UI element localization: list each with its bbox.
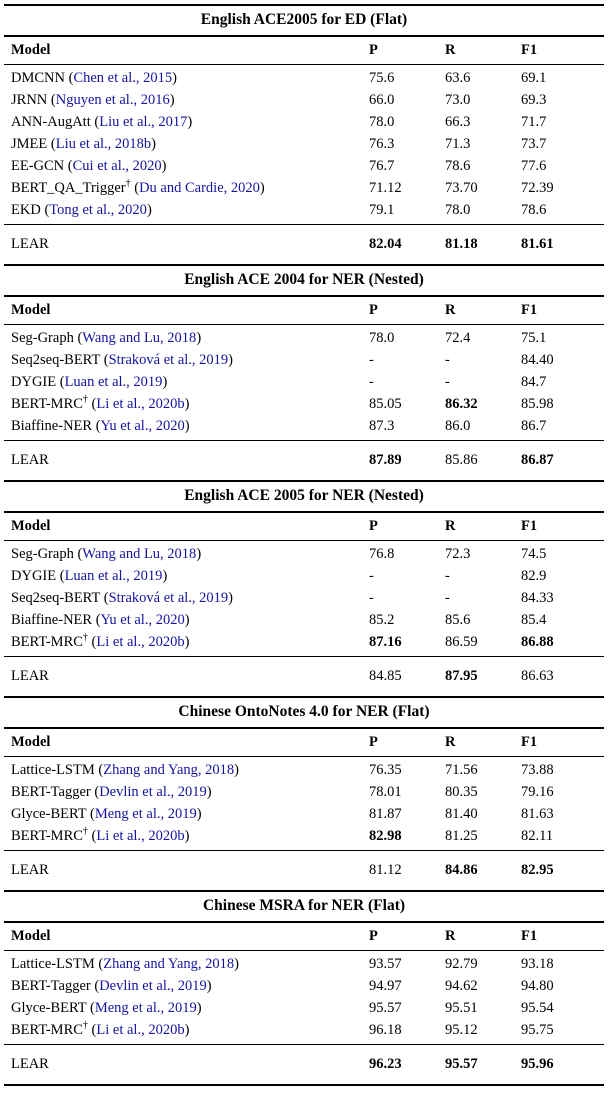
- table-row: [4, 825, 604, 847]
- column-header-f1: F1: [521, 734, 538, 750]
- metric-p: 87.3: [369, 418, 395, 434]
- metric-f1: 77.6: [521, 158, 547, 174]
- model-label: LEAR: [11, 236, 49, 252]
- table-title: Chinese OntoNotes 4.0 for NER (Flat): [178, 703, 430, 720]
- table-row: [4, 111, 604, 133]
- lear-row: [4, 859, 604, 881]
- table-row: [4, 177, 604, 199]
- table-body: [4, 65, 604, 224]
- metric-f1: 72.39: [521, 180, 554, 196]
- metric-f1: 81.63: [521, 806, 554, 822]
- citation-link[interactable]: Tong et al., 2020: [49, 202, 147, 218]
- model-name: [11, 665, 369, 687]
- metric-f1: 95.75: [521, 1022, 554, 1038]
- metric-p: 82.04: [369, 236, 402, 252]
- metric-f1: 94.80: [521, 978, 554, 994]
- model-name: Biaffine-NER (Yu et al., 2020): [11, 612, 190, 628]
- metric-f1: 95.96: [521, 1056, 554, 1072]
- column-header-p: P: [369, 302, 378, 318]
- lear-row: [4, 665, 604, 687]
- lear-section: [4, 441, 604, 480]
- citation-link[interactable]: Wang and Lu, 2018: [82, 546, 197, 562]
- model-label: LEAR: [11, 1056, 49, 1072]
- column-header-p: P: [369, 734, 378, 750]
- citation-link[interactable]: Nguyen et al., 2016: [55, 92, 170, 108]
- metric-r: 81.40: [445, 806, 478, 822]
- metric-p: -: [369, 590, 374, 606]
- model-label: LEAR: [11, 862, 49, 878]
- model-label: LEAR: [11, 452, 49, 468]
- metric-p: 85.2: [369, 612, 395, 628]
- model-name: [11, 1053, 369, 1075]
- citation-link[interactable]: Devlin et al., 2019: [99, 978, 207, 994]
- column-header-model: Model: [11, 928, 51, 944]
- metric-f1: 73.7: [521, 136, 547, 152]
- column-header-f1: F1: [521, 928, 538, 944]
- metric-r: 86.32: [445, 396, 478, 412]
- citation-link[interactable]: Wang and Lu, 2018: [82, 330, 197, 346]
- model-label: DMCNN: [11, 70, 65, 86]
- table-row: [4, 89, 604, 111]
- table-row: [4, 543, 604, 565]
- metric-f1: 71.7: [521, 114, 547, 130]
- table-row: [4, 371, 604, 393]
- model-name: ANN-AugAtt (Liu et al., 2017): [11, 114, 193, 130]
- model-name: BERT-MRC† (Li et al., 2020b): [11, 1020, 190, 1038]
- lear-section: [4, 225, 604, 264]
- metric-f1: 73.88: [521, 762, 554, 778]
- metric-r: 66.3: [445, 114, 471, 130]
- model-label: DYGIE: [11, 568, 57, 584]
- dagger-mark: †: [82, 826, 88, 838]
- citation-link[interactable]: Cui et al., 2020: [72, 158, 162, 174]
- lear-row: [4, 449, 604, 471]
- citation-link[interactable]: Devlin et al., 2019: [99, 784, 207, 800]
- metric-f1: 95.54: [521, 1000, 554, 1016]
- table-row: [4, 803, 604, 825]
- model-label: Seq2seq-BERT: [11, 352, 101, 368]
- model-name: Glyce-BERT (Meng et al., 2019): [11, 1000, 202, 1016]
- lear-row: [4, 233, 604, 255]
- model-name: Seq2seq-BERT (Straková et al., 2019): [11, 590, 234, 606]
- results-table-ace2005-ed: [4, 4, 604, 264]
- metric-r: 63.6: [445, 70, 471, 86]
- metric-f1: 82.11: [521, 828, 554, 844]
- model-name: Biaffine-NER (Yu et al., 2020): [11, 418, 190, 434]
- table-title: English ACE 2004 for NER (Nested): [184, 271, 424, 288]
- model-name: DMCNN (Chen et al., 2015): [11, 70, 177, 86]
- lear-section: [4, 851, 604, 890]
- table-row: [4, 781, 604, 803]
- metric-r: 81.18: [445, 236, 478, 252]
- metric-p: 87.16: [369, 634, 402, 650]
- model-name: [11, 859, 369, 881]
- model-label: Biaffine-NER: [11, 418, 93, 434]
- metric-r: 87.95: [445, 668, 478, 684]
- bottom-rule: [4, 1084, 604, 1086]
- table-body: [4, 757, 604, 850]
- table-header-row: [4, 923, 604, 950]
- model-label: Seg-Graph: [11, 546, 74, 562]
- column-header-p: P: [369, 928, 378, 944]
- metric-f1: 86.63: [521, 668, 554, 684]
- column-header-model: Model: [11, 302, 51, 318]
- model-label: BERT-Tagger: [11, 978, 91, 994]
- metric-r: 72.3: [445, 546, 471, 562]
- table-row: [4, 349, 604, 371]
- citation-link[interactable]: Straková et al., 2019: [108, 590, 229, 606]
- table-row: [4, 1019, 604, 1041]
- metric-f1: 74.5: [521, 546, 547, 562]
- citation-link[interactable]: Li et al., 2020b: [96, 1022, 185, 1038]
- table-row: [4, 393, 604, 415]
- table-row: [4, 327, 604, 349]
- metric-p: 76.7: [369, 158, 395, 174]
- column-header-p: P: [369, 518, 378, 534]
- column-header-f1: F1: [521, 518, 538, 534]
- metric-p: 75.6: [369, 70, 395, 86]
- metric-r: 95.12: [445, 1022, 478, 1038]
- model-name: BERT-Tagger (Devlin et al., 2019): [11, 978, 212, 994]
- results-table-ace2005-ner: [4, 480, 604, 696]
- dagger-mark: †: [125, 178, 131, 190]
- table-row: [4, 415, 604, 437]
- metric-r: 84.86: [445, 862, 478, 878]
- metric-p: 78.0: [369, 114, 395, 130]
- column-header-f1: F1: [521, 302, 538, 318]
- model-name: [11, 233, 369, 255]
- citation-link[interactable]: Chen et al., 2015: [73, 70, 173, 86]
- model-label: BERT-MRC: [11, 1022, 83, 1038]
- model-label: Biaffine-NER: [11, 612, 93, 628]
- column-header-model: Model: [11, 42, 51, 58]
- lear-section: [4, 657, 604, 696]
- metric-p: 82.98: [369, 828, 402, 844]
- citation-link[interactable]: Liu et al., 2018b: [55, 136, 152, 152]
- model-name: DYGIE (Luan et al., 2019): [11, 568, 168, 584]
- metric-f1: 86.7: [521, 418, 547, 434]
- citation-link[interactable]: Du and Cardie, 2020: [139, 180, 260, 196]
- metric-p: 79.1: [369, 202, 395, 218]
- table-row: [4, 587, 604, 609]
- metric-p: 96.23: [369, 1056, 402, 1072]
- model-name: Seg-Graph (Wang and Lu, 2018): [11, 330, 202, 346]
- metric-p: 96.18: [369, 1022, 402, 1038]
- model-name: BERT-MRC† (Li et al., 2020b): [11, 826, 190, 844]
- table-header-row: [4, 297, 604, 324]
- model-name: BERT-MRC† (Li et al., 2020b): [11, 394, 190, 412]
- model-name: JRNN (Nguyen et al., 2016): [11, 92, 175, 108]
- citation-link[interactable]: Li et al., 2020b: [96, 634, 185, 650]
- metric-f1: 81.61: [521, 236, 554, 252]
- table-body: [4, 325, 604, 440]
- metric-f1: 69.3: [521, 92, 547, 108]
- metric-r: 72.4: [445, 330, 471, 346]
- metric-f1: 82.9: [521, 568, 547, 584]
- metric-p: 78.0: [369, 330, 395, 346]
- table-row: [4, 953, 604, 975]
- metric-r: 86.59: [445, 634, 478, 650]
- metric-r: 85.6: [445, 612, 471, 628]
- model-label: Lattice-LSTM: [11, 762, 95, 778]
- results-table-ace2004-ner: [4, 264, 604, 480]
- model-name: Seq2seq-BERT (Straková et al., 2019): [11, 352, 234, 368]
- citation-link[interactable]: Zhang and Yang, 2018: [103, 956, 235, 972]
- metric-r: 73.0: [445, 92, 471, 108]
- model-name: Seg-Graph (Wang and Lu, 2018): [11, 546, 202, 562]
- metric-p: -: [369, 352, 374, 368]
- metric-r: 85.86: [445, 452, 478, 468]
- model-label: LEAR: [11, 668, 49, 684]
- model-label: DYGIE: [11, 374, 57, 390]
- metric-p: 94.97: [369, 978, 402, 994]
- citation-link[interactable]: Li et al., 2020b: [96, 396, 185, 412]
- column-header-p: P: [369, 42, 378, 58]
- column-header-model: Model: [11, 734, 51, 750]
- metric-f1: 84.40: [521, 352, 554, 368]
- citation-link[interactable]: Luan et al., 2019: [64, 374, 163, 390]
- metric-f1: 69.1: [521, 70, 547, 86]
- model-label: BERT_QA_Trigger: [11, 180, 126, 196]
- dagger-mark: †: [82, 1020, 88, 1032]
- lear-row: [4, 1053, 604, 1075]
- table-row: [4, 997, 604, 1019]
- model-label: ANN-AugAtt: [11, 114, 91, 130]
- table-row: [4, 631, 604, 653]
- table-row: [4, 975, 604, 997]
- model-name: BERT-Tagger (Devlin et al., 2019): [11, 784, 212, 800]
- metric-p: 78.01: [369, 784, 402, 800]
- metric-f1: 79.16: [521, 784, 554, 800]
- table-title: English ACE2005 for ED (Flat): [200, 11, 408, 28]
- metric-r: -: [445, 374, 450, 390]
- metric-p: 66.0: [369, 92, 395, 108]
- model-label: BERT-MRC: [11, 634, 83, 650]
- citation-link[interactable]: Yu et al., 2020: [100, 418, 185, 434]
- metric-r: 94.62: [445, 978, 478, 994]
- metric-p: 85.05: [369, 396, 402, 412]
- dagger-mark: †: [82, 394, 88, 406]
- metric-p: -: [369, 374, 374, 390]
- lear-section: [4, 1045, 604, 1084]
- metric-f1: 82.95: [521, 862, 554, 878]
- metric-p: -: [369, 568, 374, 584]
- table-body: [4, 541, 604, 656]
- metric-r: 81.25: [445, 828, 478, 844]
- metric-r: 95.51: [445, 1000, 478, 1016]
- table-row: [4, 759, 604, 781]
- citation-link[interactable]: Meng et al., 2019: [94, 1000, 197, 1016]
- citation-link[interactable]: Zhang and Yang, 2018: [103, 762, 235, 778]
- citation-link[interactable]: Meng et al., 2019: [94, 806, 197, 822]
- citation-link[interactable]: Yu et al., 2020: [100, 612, 185, 628]
- metric-p: 81.87: [369, 806, 402, 822]
- metric-f1: 84.7: [521, 374, 547, 390]
- metric-r: 95.57: [445, 1056, 478, 1072]
- metric-f1: 75.1: [521, 330, 547, 346]
- model-label: Lattice-LSTM: [11, 956, 95, 972]
- metric-f1: 93.18: [521, 956, 554, 972]
- metric-f1: 86.87: [521, 452, 554, 468]
- metric-r: 80.35: [445, 784, 478, 800]
- metric-p: 76.35: [369, 762, 402, 778]
- metric-r: 73.70: [445, 180, 478, 196]
- model-label: EKD: [11, 202, 41, 218]
- metric-r: -: [445, 568, 450, 584]
- metric-p: 81.12: [369, 862, 402, 878]
- metric-r: 78.6: [445, 158, 471, 174]
- metric-p: 87.89: [369, 452, 402, 468]
- table-row: [4, 199, 604, 221]
- model-name: DYGIE (Luan et al., 2019): [11, 374, 168, 390]
- dagger-mark: †: [82, 632, 88, 644]
- table-title: English ACE 2005 for NER (Nested): [184, 487, 424, 504]
- metric-f1: 86.88: [521, 634, 554, 650]
- table-body: [4, 951, 604, 1044]
- metric-r: 86.0: [445, 418, 471, 434]
- metric-p: 71.12: [369, 180, 402, 196]
- model-name: BERT_QA_Trigger† (Du and Cardie, 2020): [11, 178, 265, 196]
- metric-p: 84.85: [369, 668, 402, 684]
- model-label: Glyce-BERT: [11, 806, 87, 822]
- metric-r: -: [445, 590, 450, 606]
- citation-link[interactable]: Luan et al., 2019: [64, 568, 163, 584]
- model-name: Lattice-LSTM (Zhang and Yang, 2018): [11, 762, 239, 778]
- metric-f1: 85.98: [521, 396, 554, 412]
- results-table-ontonotes-ner: [4, 696, 604, 890]
- table-title: Chinese MSRA for NER (Flat): [202, 897, 406, 914]
- table-header-row: [4, 37, 604, 64]
- metric-f1: 85.4: [521, 612, 547, 628]
- metric-r: 78.0: [445, 202, 471, 218]
- citation-link[interactable]: Li et al., 2020b: [96, 828, 185, 844]
- column-header-model: Model: [11, 518, 51, 534]
- model-label: BERT-MRC: [11, 396, 83, 412]
- model-label: JRNN: [11, 92, 48, 108]
- citation-link[interactable]: Straková et al., 2019: [108, 352, 229, 368]
- metric-r: -: [445, 352, 450, 368]
- citation-link[interactable]: Liu et al., 2017: [99, 114, 188, 130]
- table-header-row: [4, 513, 604, 540]
- model-label: Glyce-BERT: [11, 1000, 87, 1016]
- metric-r: 71.3: [445, 136, 471, 152]
- table-header-row: [4, 729, 604, 756]
- column-header-r: R: [445, 302, 456, 318]
- metric-f1: 78.6: [521, 202, 547, 218]
- table-row: [4, 565, 604, 587]
- model-name: JMEE (Liu et al., 2018b): [11, 136, 157, 152]
- column-header-r: R: [445, 734, 456, 750]
- metric-p: 76.8: [369, 546, 395, 562]
- model-label: JMEE: [11, 136, 48, 152]
- metric-p: 76.3: [369, 136, 395, 152]
- model-label: BERT-Tagger: [11, 784, 91, 800]
- model-label: EE-GCN: [11, 158, 65, 174]
- table-row: [4, 133, 604, 155]
- model-name: Lattice-LSTM (Zhang and Yang, 2018): [11, 956, 239, 972]
- model-name: EE-GCN (Cui et al., 2020): [11, 158, 167, 174]
- model-label: Seq2seq-BERT: [11, 590, 101, 606]
- model-label: Seg-Graph: [11, 330, 74, 346]
- model-name: EKD (Tong et al., 2020): [11, 202, 152, 218]
- metric-r: 71.56: [445, 762, 478, 778]
- metric-r: 92.79: [445, 956, 478, 972]
- column-header-r: R: [445, 518, 456, 534]
- metric-p: 95.57: [369, 1000, 402, 1016]
- results-table-msra-ner: [4, 890, 604, 1084]
- model-name: BERT-MRC† (Li et al., 2020b): [11, 632, 190, 650]
- table-row: [4, 609, 604, 631]
- model-name: [11, 449, 369, 471]
- metric-f1: 84.33: [521, 590, 554, 606]
- metric-p: 93.57: [369, 956, 402, 972]
- column-header-f1: F1: [521, 42, 538, 58]
- table-row: [4, 155, 604, 177]
- table-row: [4, 67, 604, 89]
- model-label: BERT-MRC: [11, 828, 83, 844]
- column-header-r: R: [445, 42, 456, 58]
- model-name: Glyce-BERT (Meng et al., 2019): [11, 806, 202, 822]
- column-header-r: R: [445, 928, 456, 944]
